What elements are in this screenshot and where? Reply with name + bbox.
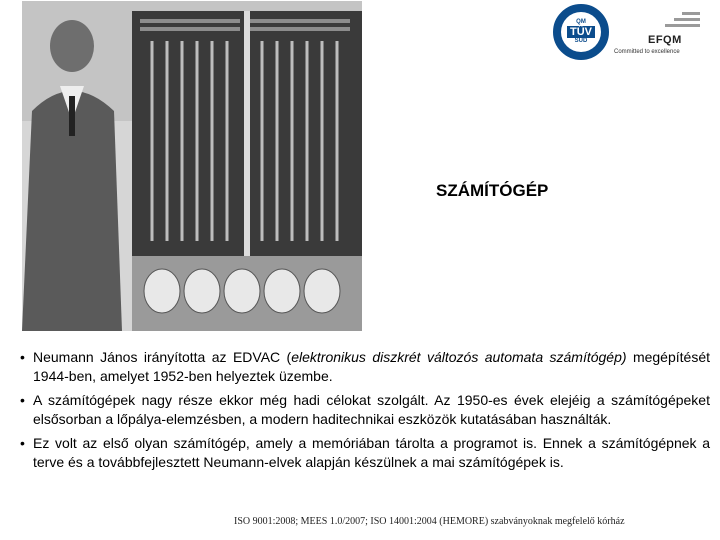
tuv-certification-logo	[553, 4, 609, 60]
edvac-photo	[22, 1, 362, 331]
tuv-logo-top: QM	[576, 19, 586, 25]
list-item: • A számítógépek nagy része ekkor még hadi célokat szolgált. Az 1950-es évek elejéig a számítógépeket elsősorban a lőpálya-elemzésben, a modern haditechnikai eszközök kutatásában használták.	[20, 392, 710, 427]
slide-title: SZÁMÍTÓGÉP	[436, 181, 549, 200]
efqm-logo-tagline: Committed to excellence	[614, 49, 680, 55]
list-item: • Ez volt az első olyan számítógép, amely a memóriában tárolta a programot is. Ennek a számítógépnek a terve és a továbbfejlesztett Neumann-elvek alapján készülnek a mai számítógépek is.	[20, 435, 710, 470]
efqm-logo	[612, 12, 704, 58]
efqm-logo-word: EFQM	[648, 34, 682, 46]
tuv-logo-bottom: SÜD	[574, 38, 588, 44]
bullet-list	[20, 348, 710, 477]
tuv-logo-middle: TÜV	[567, 26, 595, 38]
list-item: • Neumann János irányította az EDVAC (elektronikus diszkrét változós automata számítógép) megépítését 1944-ben, amelyet 1952-ben helyeztek üzembe.	[20, 349, 710, 384]
footer-certification-text: ISO 9001:2008; MEES 1.0/2007; ISO 14001:2004 (HEMORE) szabványoknak megfelelő kórház	[234, 516, 625, 527]
efqm-bars-icon	[656, 12, 700, 30]
